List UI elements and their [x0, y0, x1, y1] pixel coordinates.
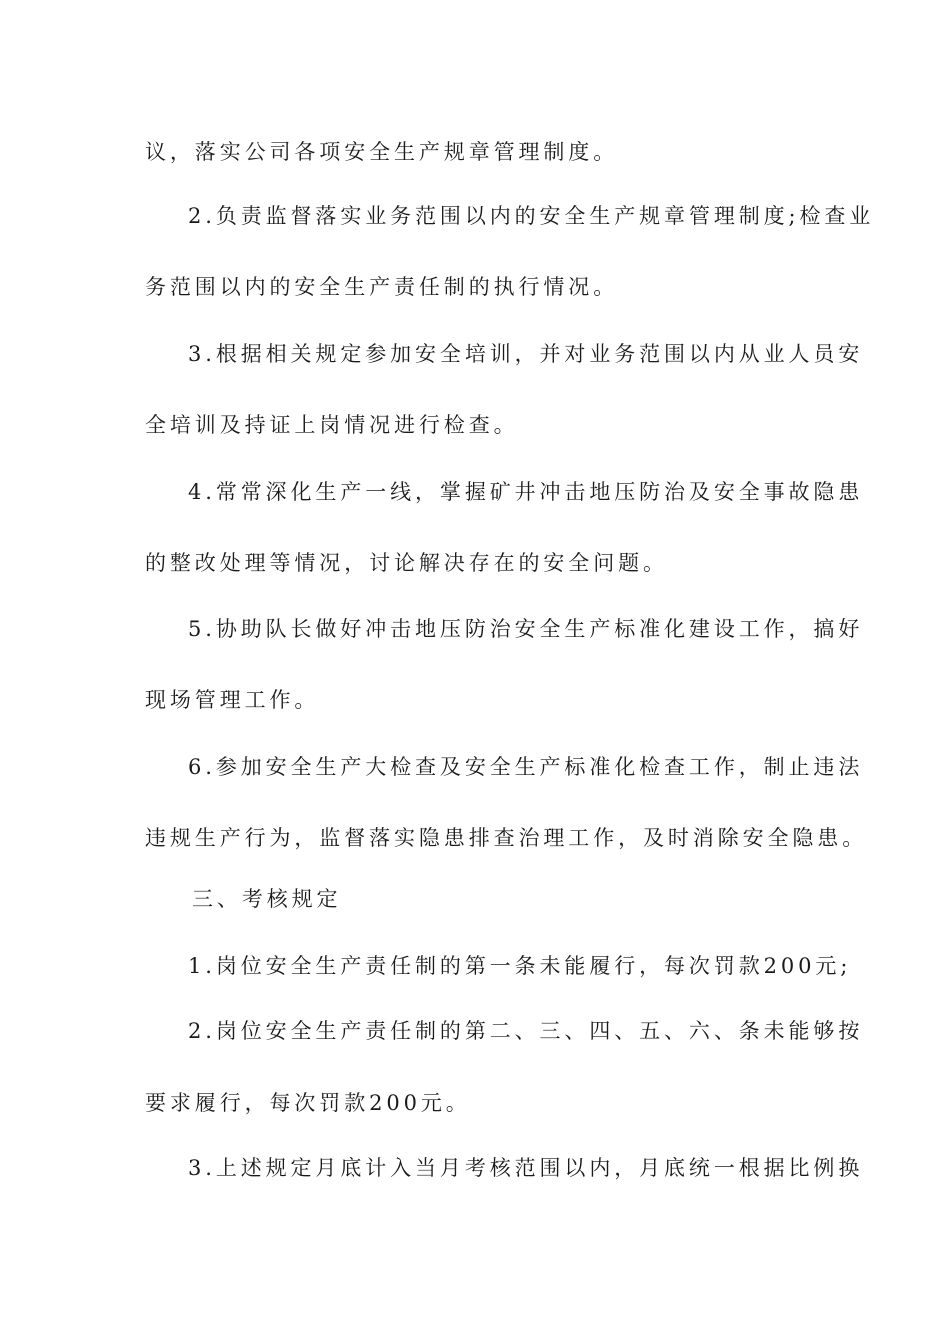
- paragraph-line: 1.岗位安全生产责任制的第一条未能履行，每次罚款200元;: [188, 954, 852, 978]
- paragraph-line: 现场管理工作。: [145, 688, 320, 712]
- paragraph-line: 要求履行，每次罚款200元。: [145, 1091, 471, 1115]
- paragraph-line: 3.上述规定月底计入当月考核范围以内，月底统一根据比例换: [188, 1156, 864, 1180]
- paragraph-line: 务范围以内的安全生产责任制的执行情况。: [145, 275, 619, 299]
- paragraph-line: 议，落实公司各项安全生产规章管理制度。: [145, 140, 619, 164]
- paragraph-line: 5.协助队长做好冲击地压防治安全生产标准化建设工作，搞好: [188, 617, 864, 641]
- paragraph-line: 的整改处理等情况，讨论解决存在的安全问题。: [145, 551, 668, 575]
- paragraph-line: 4.常常深化生产一线，掌握矿井冲击地压防治及安全事故隐患: [188, 480, 864, 504]
- paragraph-line: 2.负责监督落实业务范围以内的安全生产规章管理制度;检查业: [188, 204, 875, 228]
- paragraph-line: 违规生产行为，监督落实隐患排查治理工作，及时消除安全隐患。: [145, 826, 868, 850]
- paragraph-line: 2.岗位安全生产责任制的第二、三、四、五、六、条未能够按: [188, 1019, 864, 1043]
- paragraph-line: 3.根据相关规定参加安全培训，并对业务范围以内从业人员安: [188, 342, 864, 366]
- paragraph-line: 6.参加安全生产大检查及安全生产标准化检查工作，制止违法: [188, 755, 864, 779]
- section-heading: 三、考核规定: [192, 887, 342, 911]
- paragraph-line: 全培训及持证上岗情况进行检查。: [145, 413, 519, 437]
